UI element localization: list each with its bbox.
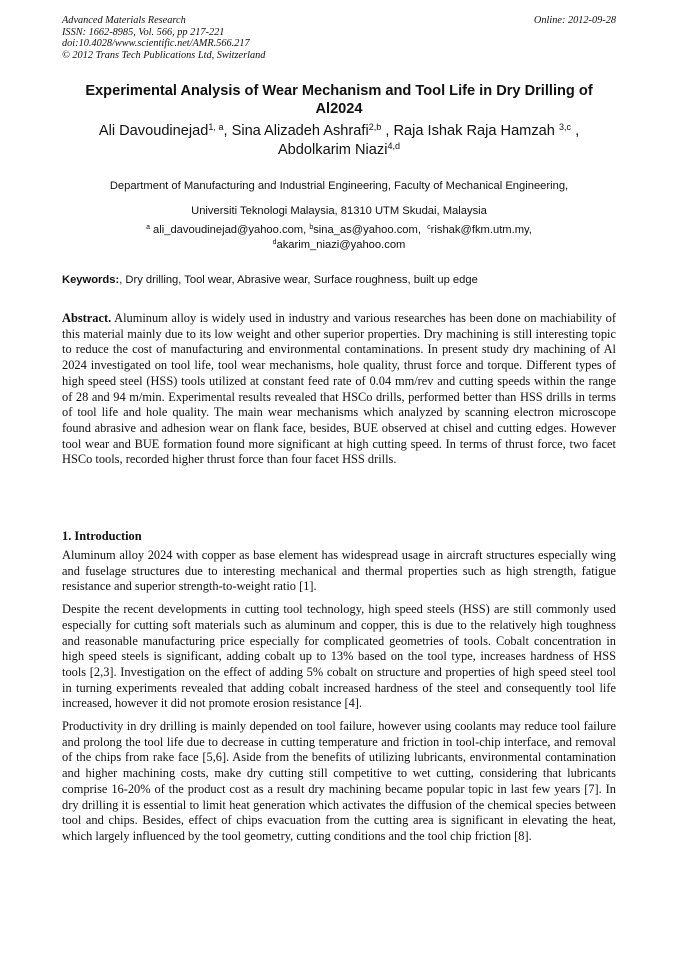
author-affiliation-mark: 4,d [387, 141, 401, 152]
online-date: Online: 2012-09-28 [533, 15, 616, 26]
author-affiliation-mark: 2,b [368, 122, 382, 133]
paragraph: Aluminum alloy 2024 with copper as base element has widespread usage in aircraft structures especially wing and fuselage structures due to interesting mechanical and thermal properties such as high strength, fatigue resistance and superior strength-to-weight ratio [1]. [62, 548, 616, 594]
author-name: Raja Ishak Raja Hamzah [393, 123, 555, 139]
section-body [62, 548, 616, 852]
keywords-text: , Dry drilling, Tool wear, Abrasive wear, Surface roughness, built up edge [119, 274, 478, 286]
paragraph: Productivity in dry drilling is mainly depended on tool failure, however using coolants may reduce tool failure and prolong the tool life due to decrease in cutting temperature and friction in tool-chip interface, and removal of the chips from rake face [5,6]. Aside from the benefits of utilizing lubricants, environmental contamination and higher machining costs, make dry cutting still competitive to wet cutting, considering that lubricants comprise 16-20% of the product cost as a result dry machining became popular topic in last few years [7]. In dry drilling it is essential to limit heat generation which activates the diffusion of the chemical species between tool and chips. Besides, effect of chips evacuation from the cutting area is significant in elevating the heat, which largely influenced by the tool geometry, cutting conditions and the tool chip friction [8]. [62, 719, 616, 843]
abstract-text: Aluminum alloy is widely used in industry and various researches has been done on machiability of this material mainly due to its low weight and other superior properties. Dry machining is still interesting topic to reduce the cost of manufacturing and environmental contaminations. In present study dry machining of Al 2024 investigated on tool life, tool wear mechanisms, hole quality, thrust force and torque. Different types of high speed steel (HSS) tools utilized at constant feed rate of 0.04 mm/rev and cutting speeds within the range of 28 and 94 m/min. Experimental results revealed that HSCo drills, performed better than HSS drills in terms of tool life and hole quality. The main wear mechanisms which analyzed by scanning electron microscope found abrasive and adhesion wear on flank face, besides, BUE observed at chisel and cutting edges. However tool wear and BUE formation found more significant at high cutting speed. In terms of thrust force, two facet HSCo tools, recorded higher thrust force than four facet HSS drills. [62, 311, 616, 467]
journal-name: Advanced Materials Research [62, 15, 186, 26]
email-address[interactable]: akarim_niazi@yahoo.com [276, 239, 406, 251]
email-address[interactable]: rishak@fkm.utm.my, [430, 224, 532, 236]
author-affiliation-mark: 1, a [208, 122, 224, 133]
keywords-label: Keywords: [62, 274, 120, 286]
keywords [62, 273, 616, 288]
email-address[interactable]: sina_as@yahoo.com, [313, 224, 421, 236]
affiliation-line: Universiti Teknologi Malaysia, 81310 UTM Skudai, Malaysia [191, 205, 487, 217]
email-mark: d [272, 239, 277, 247]
author-name: Sina Alizadeh Ashrafi [231, 123, 369, 139]
email-mark: c [427, 224, 431, 232]
author-name: Abdolkarim Niazi [277, 142, 388, 158]
copyright-line: © 2012 Trans Tech Publications Ltd, Switzerland [62, 49, 266, 61]
abstract-label: Abstract. [62, 311, 112, 325]
author-affiliation-mark: 3,c [558, 122, 572, 133]
affiliation-line: Department of Manufacturing and Industrial Engineering, Faculty of Mechanical Engineering, [109, 180, 569, 192]
author-name: Ali Davoudinejad [98, 123, 209, 139]
paragraph: Despite the recent developments in cutting tool technology, high speed steels (HSS) are still commonly used especially for cutting soft materials such as aluminum and copper, this is due to the relatively high toughness and reasonable manufacturing price especially for complicated geometries of tools. Cobalt concentration in high speed steels is significant, adding cobalt up to 13% based on the tool type, increases hardness of HSS tools [2,3]. Investigation on the effect of adding 5% cobalt on structure and properties of high speed steel tool in turning experiments revealed that adding cobalt increased hardness of the steel and consequently tool life increased, however it did not promote erosion resistance [4]. [62, 602, 616, 711]
email-address[interactable]: ali_davoudinejad@yahoo.com, [153, 224, 307, 236]
email-list [62, 223, 616, 253]
email-mark: b [309, 224, 314, 232]
affiliation [62, 174, 616, 224]
abstract [62, 311, 616, 468]
journal-header [62, 15, 616, 61]
email-mark: a [146, 224, 150, 232]
paper-title: Experimental Analysis of Wear Mechanism and Tool Life in Dry Drilling of Al2024 [85, 83, 593, 117]
issn-line: ISSN: 1662-8985, Vol. 566, pp 217-221 [62, 26, 225, 38]
doi-line: doi:10.4028/www.scientific.net/AMR.566.217 [62, 38, 250, 50]
section-heading: 1. Introduction [62, 529, 142, 543]
author-list: Ali Davoudinejad$^{1, a}$, Sina Alizadeh Ashrafi$^{2,b}$ , Raja Ishak Raja Hamzah $^{3,c}$ , Abdolkarim Niazi$^{4,d}$ [98, 122, 580, 158]
